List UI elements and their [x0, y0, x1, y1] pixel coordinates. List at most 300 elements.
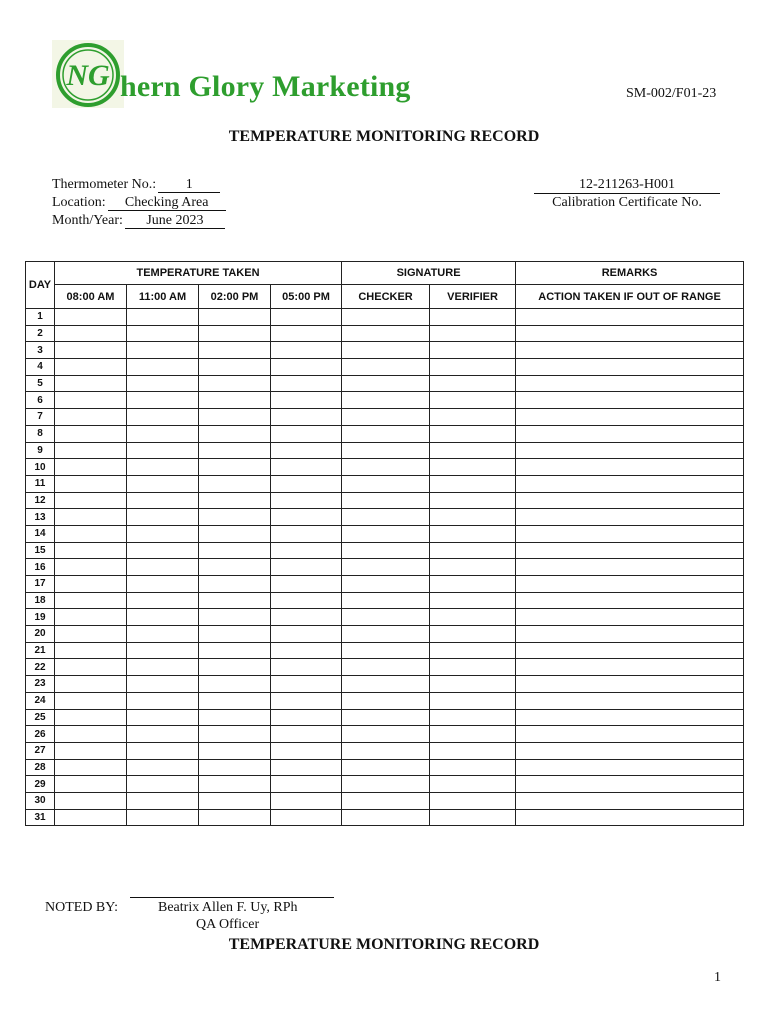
- table-row: [26, 409, 744, 426]
- time-1100-header: 11:00 AM: [127, 285, 199, 309]
- checker-cell[interactable]: [342, 525, 430, 542]
- checker-cell[interactable]: [342, 492, 430, 509]
- verifier-cell[interactable]: [430, 475, 516, 492]
- table-row: [26, 642, 744, 659]
- location-field: [52, 195, 226, 211]
- temp-0500-cell[interactable]: [271, 459, 342, 476]
- remarks-cell[interactable]: [516, 759, 744, 776]
- temp-1100-cell[interactable]: [127, 442, 199, 459]
- temp-0200-cell[interactable]: [199, 342, 271, 359]
- checker-cell[interactable]: [342, 592, 430, 609]
- temp-0800-cell[interactable]: [55, 392, 127, 409]
- table-row: [26, 609, 744, 626]
- temp-1100-cell[interactable]: [127, 559, 199, 576]
- temp-0500-cell[interactable]: [271, 792, 342, 809]
- remarks-cell[interactable]: [516, 425, 744, 442]
- temp-0500-cell[interactable]: [271, 475, 342, 492]
- remarks-cell[interactable]: [516, 492, 744, 509]
- checker-cell[interactable]: [342, 509, 430, 526]
- day-cell: 18: [26, 592, 55, 609]
- verifier-cell[interactable]: [430, 609, 516, 626]
- remarks-cell[interactable]: [516, 742, 744, 759]
- table-row: [26, 325, 744, 342]
- company-name: hern Glory Marketing: [120, 70, 411, 103]
- temp-0800-cell[interactable]: [55, 559, 127, 576]
- day-cell: 11: [26, 475, 55, 492]
- checker-cell[interactable]: [342, 692, 430, 709]
- remarks-action-header: ACTION TAKEN IF OUT OF RANGE: [516, 285, 744, 309]
- temp-0500-cell[interactable]: [271, 509, 342, 526]
- day-cell: 24: [26, 692, 55, 709]
- temp-0200-cell[interactable]: [199, 375, 271, 392]
- checker-cell[interactable]: [342, 442, 430, 459]
- remarks-cell[interactable]: [516, 659, 744, 676]
- temp-0200-cell[interactable]: [199, 792, 271, 809]
- temp-1100-cell[interactable]: [127, 525, 199, 542]
- checker-cell[interactable]: [342, 809, 430, 826]
- verifier-cell[interactable]: [430, 742, 516, 759]
- day-cell: 27: [26, 742, 55, 759]
- remarks-cell[interactable]: [516, 309, 744, 326]
- time-0500-header: 05:00 PM: [271, 285, 342, 309]
- temp-0500-cell[interactable]: [271, 709, 342, 726]
- remarks-cell[interactable]: [516, 809, 744, 826]
- day-cell: 14: [26, 525, 55, 542]
- remarks-cell[interactable]: [516, 375, 744, 392]
- temp-0200-cell[interactable]: [199, 592, 271, 609]
- verifier-cell[interactable]: [430, 559, 516, 576]
- temp-1100-cell[interactable]: [127, 325, 199, 342]
- remarks-cell[interactable]: [516, 726, 744, 743]
- remarks-cell[interactable]: [516, 325, 744, 342]
- temp-1100-cell[interactable]: [127, 542, 199, 559]
- temp-0500-cell[interactable]: [271, 692, 342, 709]
- temp-0200-cell[interactable]: [199, 475, 271, 492]
- day-cell: 15: [26, 542, 55, 559]
- verifier-cell[interactable]: [430, 709, 516, 726]
- temp-0800-cell[interactable]: [55, 642, 127, 659]
- temp-1100-cell[interactable]: [127, 642, 199, 659]
- temp-0800-cell[interactable]: [55, 375, 127, 392]
- temp-0500-cell[interactable]: [271, 492, 342, 509]
- temp-0200-cell[interactable]: [199, 425, 271, 442]
- checker-cell[interactable]: [342, 425, 430, 442]
- temp-0200-cell[interactable]: [199, 509, 271, 526]
- temp-0800-cell[interactable]: [55, 509, 127, 526]
- temp-0800-cell[interactable]: [55, 325, 127, 342]
- logo-lettering: NG: [66, 59, 110, 92]
- checker-cell[interactable]: [342, 709, 430, 726]
- temp-0500-cell[interactable]: [271, 626, 342, 643]
- temp-0200-cell[interactable]: [199, 642, 271, 659]
- temp-0800-cell[interactable]: [55, 359, 127, 376]
- checker-cell[interactable]: [342, 742, 430, 759]
- temp-0200-cell[interactable]: [199, 626, 271, 643]
- location-value: Checking Area: [108, 195, 226, 211]
- temp-1100-cell[interactable]: [127, 692, 199, 709]
- table-row: [26, 809, 744, 826]
- temp-0200-cell[interactable]: [199, 559, 271, 576]
- table-row: [26, 709, 744, 726]
- table-row: [26, 375, 744, 392]
- temp-0800-cell[interactable]: [55, 475, 127, 492]
- temp-1100-cell[interactable]: [127, 609, 199, 626]
- temp-0500-cell[interactable]: [271, 592, 342, 609]
- table-row: [26, 792, 744, 809]
- verifier-cell[interactable]: [430, 309, 516, 326]
- temp-0200-cell[interactable]: [199, 676, 271, 693]
- temp-1100-cell[interactable]: [127, 792, 199, 809]
- temp-0800-cell[interactable]: [55, 659, 127, 676]
- temp-0200-cell[interactable]: [199, 525, 271, 542]
- remarks-cell[interactable]: [516, 592, 744, 609]
- time-0800-header: 08:00 AM: [55, 285, 127, 309]
- month-field: [52, 213, 225, 229]
- verifier-cell[interactable]: [430, 676, 516, 693]
- temp-0800-cell[interactable]: [55, 459, 127, 476]
- checker-cell[interactable]: [342, 359, 430, 376]
- remarks-cell[interactable]: [516, 459, 744, 476]
- verifier-cell[interactable]: [430, 642, 516, 659]
- temp-0200-cell[interactable]: [199, 709, 271, 726]
- temp-0800-cell[interactable]: [55, 776, 127, 793]
- day-cell: 16: [26, 559, 55, 576]
- thermometer-label: Thermometer No.:: [52, 177, 157, 192]
- table-row: [26, 759, 744, 776]
- temperature-log-table: [25, 261, 744, 826]
- table-row: [26, 592, 744, 609]
- day-cell: 17: [26, 576, 55, 593]
- temp-0500-cell[interactable]: [271, 659, 342, 676]
- temp-1100-cell[interactable]: [127, 342, 199, 359]
- remarks-cell[interactable]: [516, 776, 744, 793]
- temp-0200-cell[interactable]: [199, 692, 271, 709]
- temp-1100-cell[interactable]: [127, 709, 199, 726]
- checker-header: CHECKER: [342, 285, 430, 309]
- table-row: [26, 659, 744, 676]
- table-row: [26, 776, 744, 793]
- temp-0800-cell[interactable]: [55, 425, 127, 442]
- noted-by-name: Beatrix Allen F. Uy, RPh: [158, 900, 298, 915]
- temp-0500-cell[interactable]: [271, 776, 342, 793]
- temp-0500-cell[interactable]: [271, 809, 342, 826]
- month-label: Month/Year:: [52, 213, 123, 228]
- temp-0800-cell[interactable]: [55, 442, 127, 459]
- temp-1100-cell[interactable]: [127, 392, 199, 409]
- temp-1100-cell[interactable]: [127, 492, 199, 509]
- temp-0200-cell[interactable]: [199, 609, 271, 626]
- remarks-cell[interactable]: [516, 642, 744, 659]
- temp-0500-cell[interactable]: [271, 742, 342, 759]
- temp-0200-cell[interactable]: [199, 659, 271, 676]
- temp-0800-cell[interactable]: [55, 609, 127, 626]
- remarks-cell[interactable]: [516, 676, 744, 693]
- remarks-cell[interactable]: [516, 626, 744, 643]
- checker-cell[interactable]: [342, 576, 430, 593]
- table-row: [26, 309, 744, 326]
- checker-cell[interactable]: [342, 475, 430, 492]
- checker-cell[interactable]: [342, 309, 430, 326]
- temp-0800-cell[interactable]: [55, 492, 127, 509]
- temp-0800-cell[interactable]: [55, 342, 127, 359]
- checker-cell[interactable]: [342, 459, 430, 476]
- page-title: TEMPERATURE MONITORING RECORD: [228, 128, 540, 145]
- temp-0200-cell[interactable]: [199, 492, 271, 509]
- day-cell: 10: [26, 459, 55, 476]
- checker-cell[interactable]: [342, 559, 430, 576]
- temp-0200-cell[interactable]: [199, 776, 271, 793]
- verifier-cell[interactable]: [430, 492, 516, 509]
- checker-cell[interactable]: [342, 342, 430, 359]
- day-cell: 5: [26, 375, 55, 392]
- footer-title: TEMPERATURE MONITORING RECORD: [228, 936, 540, 953]
- temp-0800-cell[interactable]: [55, 409, 127, 426]
- temp-1100-cell[interactable]: [127, 809, 199, 826]
- temp-0200-cell[interactable]: [199, 325, 271, 342]
- temp-0500-cell[interactable]: [271, 609, 342, 626]
- temp-0500-cell[interactable]: [271, 759, 342, 776]
- temp-0200-cell[interactable]: [199, 442, 271, 459]
- temp-0500-cell[interactable]: [271, 309, 342, 326]
- signature-line: [130, 897, 334, 898]
- checker-cell[interactable]: [342, 542, 430, 559]
- temp-0800-cell[interactable]: [55, 742, 127, 759]
- table-row: [26, 576, 744, 593]
- day-cell: 12: [26, 492, 55, 509]
- checker-cell[interactable]: [342, 676, 430, 693]
- remarks-cell[interactable]: [516, 359, 744, 376]
- temp-0800-cell[interactable]: [55, 525, 127, 542]
- temp-0800-cell[interactable]: [55, 709, 127, 726]
- temp-0500-cell[interactable]: [271, 559, 342, 576]
- temp-1100-cell[interactable]: [127, 742, 199, 759]
- page-number: 1: [714, 970, 721, 985]
- day-cell: 28: [26, 759, 55, 776]
- day-cell: 8: [26, 425, 55, 442]
- temp-0800-cell[interactable]: [55, 676, 127, 693]
- day-cell: 1: [26, 309, 55, 326]
- day-cell: 29: [26, 776, 55, 793]
- temp-1100-cell[interactable]: [127, 759, 199, 776]
- day-cell: 22: [26, 659, 55, 676]
- temp-0500-cell[interactable]: [271, 325, 342, 342]
- table-row: [26, 626, 744, 643]
- remarks-cell[interactable]: [516, 559, 744, 576]
- verifier-cell[interactable]: [430, 442, 516, 459]
- day-cell: 3: [26, 342, 55, 359]
- verifier-cell[interactable]: [430, 542, 516, 559]
- verifier-cell[interactable]: [430, 392, 516, 409]
- checker-cell[interactable]: [342, 642, 430, 659]
- noted-by-role: QA Officer: [196, 917, 260, 932]
- remarks-cell[interactable]: [516, 409, 744, 426]
- temp-0500-cell[interactable]: [271, 409, 342, 426]
- table-row: [26, 442, 744, 459]
- temp-1100-cell[interactable]: [127, 776, 199, 793]
- temp-0800-cell[interactable]: [55, 726, 127, 743]
- temp-0200-cell[interactable]: [199, 759, 271, 776]
- temp-1100-cell[interactable]: [127, 659, 199, 676]
- temp-0500-cell[interactable]: [271, 676, 342, 693]
- temp-0800-cell[interactable]: [55, 792, 127, 809]
- table-row: [26, 525, 744, 542]
- remarks-cell[interactable]: [516, 509, 744, 526]
- checker-cell[interactable]: [342, 325, 430, 342]
- temp-1100-cell[interactable]: [127, 309, 199, 326]
- remarks-cell[interactable]: [516, 525, 744, 542]
- checker-cell[interactable]: [342, 409, 430, 426]
- table-row: [26, 742, 744, 759]
- temp-0800-cell[interactable]: [55, 759, 127, 776]
- temperature-taken-header: TEMPERATURE TAKEN: [55, 262, 342, 285]
- temp-1100-cell[interactable]: [127, 475, 199, 492]
- temp-0200-cell[interactable]: [199, 726, 271, 743]
- checker-cell[interactable]: [342, 759, 430, 776]
- temp-0800-cell[interactable]: [55, 309, 127, 326]
- temp-0500-cell[interactable]: [271, 525, 342, 542]
- checker-cell[interactable]: [342, 626, 430, 643]
- verifier-cell[interactable]: [430, 325, 516, 342]
- remarks-cell[interactable]: [516, 692, 744, 709]
- remarks-cell[interactable]: [516, 576, 744, 593]
- table-row: [26, 425, 744, 442]
- temp-0200-cell[interactable]: [199, 359, 271, 376]
- temp-0800-cell[interactable]: [55, 542, 127, 559]
- verifier-cell[interactable]: [430, 342, 516, 359]
- verifier-cell[interactable]: [430, 692, 516, 709]
- day-cell: 23: [26, 676, 55, 693]
- temp-0500-cell[interactable]: [271, 542, 342, 559]
- temp-0500-cell[interactable]: [271, 442, 342, 459]
- table-row: [26, 359, 744, 376]
- temp-0200-cell[interactable]: [199, 459, 271, 476]
- temp-0800-cell[interactable]: [55, 692, 127, 709]
- temp-0500-cell[interactable]: [271, 425, 342, 442]
- checker-cell[interactable]: [342, 375, 430, 392]
- temp-0500-cell[interactable]: [271, 642, 342, 659]
- day-cell: 4: [26, 359, 55, 376]
- table-row: [26, 692, 744, 709]
- remarks-cell[interactable]: [516, 542, 744, 559]
- table-row: [26, 509, 744, 526]
- temp-0200-cell[interactable]: [199, 409, 271, 426]
- table-row: [26, 492, 744, 509]
- table-row: [26, 459, 744, 476]
- temp-0500-cell[interactable]: [271, 392, 342, 409]
- remarks-cell[interactable]: [516, 342, 744, 359]
- remarks-cell[interactable]: [516, 392, 744, 409]
- verifier-cell[interactable]: [430, 459, 516, 476]
- temp-1100-cell[interactable]: [127, 375, 199, 392]
- day-cell: 13: [26, 509, 55, 526]
- checker-cell[interactable]: [342, 776, 430, 793]
- temp-0200-cell[interactable]: [199, 742, 271, 759]
- temp-0500-cell[interactable]: [271, 342, 342, 359]
- day-cell: 31: [26, 809, 55, 826]
- verifier-cell[interactable]: [430, 525, 516, 542]
- verifier-cell[interactable]: [430, 792, 516, 809]
- verifier-cell[interactable]: [430, 659, 516, 676]
- day-cell: 2: [26, 325, 55, 342]
- remarks-cell[interactable]: [516, 475, 744, 492]
- verifier-cell[interactable]: [430, 409, 516, 426]
- day-cell: 19: [26, 609, 55, 626]
- day-header: DAY: [26, 262, 55, 309]
- day-cell: 9: [26, 442, 55, 459]
- checker-cell[interactable]: [342, 726, 430, 743]
- checker-cell[interactable]: [342, 392, 430, 409]
- temp-1100-cell[interactable]: [127, 592, 199, 609]
- verifier-cell[interactable]: [430, 759, 516, 776]
- temp-0500-cell[interactable]: [271, 576, 342, 593]
- checker-cell[interactable]: [342, 792, 430, 809]
- temp-1100-cell[interactable]: [127, 359, 199, 376]
- temp-0500-cell[interactable]: [271, 726, 342, 743]
- table-row: [26, 726, 744, 743]
- verifier-cell[interactable]: [430, 809, 516, 826]
- verifier-cell[interactable]: [430, 425, 516, 442]
- temp-0500-cell[interactable]: [271, 375, 342, 392]
- temp-0200-cell[interactable]: [199, 809, 271, 826]
- temp-1100-cell[interactable]: [127, 425, 199, 442]
- day-cell: 20: [26, 626, 55, 643]
- remarks-cell[interactable]: [516, 792, 744, 809]
- temp-1100-cell[interactable]: [127, 726, 199, 743]
- verifier-cell[interactable]: [430, 509, 516, 526]
- checker-cell[interactable]: [342, 659, 430, 676]
- verifier-cell[interactable]: [430, 776, 516, 793]
- temp-0200-cell[interactable]: [199, 392, 271, 409]
- signature-header: SIGNATURE: [342, 262, 516, 285]
- thermometer-value: 1: [158, 177, 220, 193]
- temp-0200-cell[interactable]: [199, 576, 271, 593]
- verifier-cell[interactable]: [430, 359, 516, 376]
- verifier-cell[interactable]: [430, 576, 516, 593]
- checker-cell[interactable]: [342, 609, 430, 626]
- temp-0800-cell[interactable]: [55, 626, 127, 643]
- temp-1100-cell[interactable]: [127, 676, 199, 693]
- table-row: [26, 676, 744, 693]
- temp-0800-cell[interactable]: [55, 592, 127, 609]
- verifier-header: VERIFIER: [430, 285, 516, 309]
- table-row: [26, 342, 744, 359]
- remarks-cell[interactable]: [516, 442, 744, 459]
- verifier-cell[interactable]: [430, 592, 516, 609]
- remarks-header: REMARKS: [516, 262, 744, 285]
- temp-0800-cell[interactable]: [55, 809, 127, 826]
- table-row: [26, 475, 744, 492]
- temp-0200-cell[interactable]: [199, 309, 271, 326]
- calibration-cert-label: Calibration Certificate No.: [552, 195, 702, 210]
- temp-1100-cell[interactable]: [127, 626, 199, 643]
- temp-0200-cell[interactable]: [199, 542, 271, 559]
- thermometer-field: [52, 177, 220, 193]
- calibration-cert-number: 12-211263-H001: [534, 176, 720, 194]
- temp-0800-cell[interactable]: [55, 576, 127, 593]
- temp-1100-cell[interactable]: [127, 509, 199, 526]
- verifier-cell[interactable]: [430, 375, 516, 392]
- table-row: [26, 542, 744, 559]
- temp-1100-cell[interactable]: [127, 459, 199, 476]
- verifier-cell[interactable]: [430, 626, 516, 643]
- verifier-cell[interactable]: [430, 726, 516, 743]
- remarks-cell[interactable]: [516, 709, 744, 726]
- temp-1100-cell[interactable]: [127, 576, 199, 593]
- remarks-cell[interactable]: [516, 609, 744, 626]
- temp-1100-cell[interactable]: [127, 409, 199, 426]
- day-cell: 26: [26, 726, 55, 743]
- temp-0500-cell[interactable]: [271, 359, 342, 376]
